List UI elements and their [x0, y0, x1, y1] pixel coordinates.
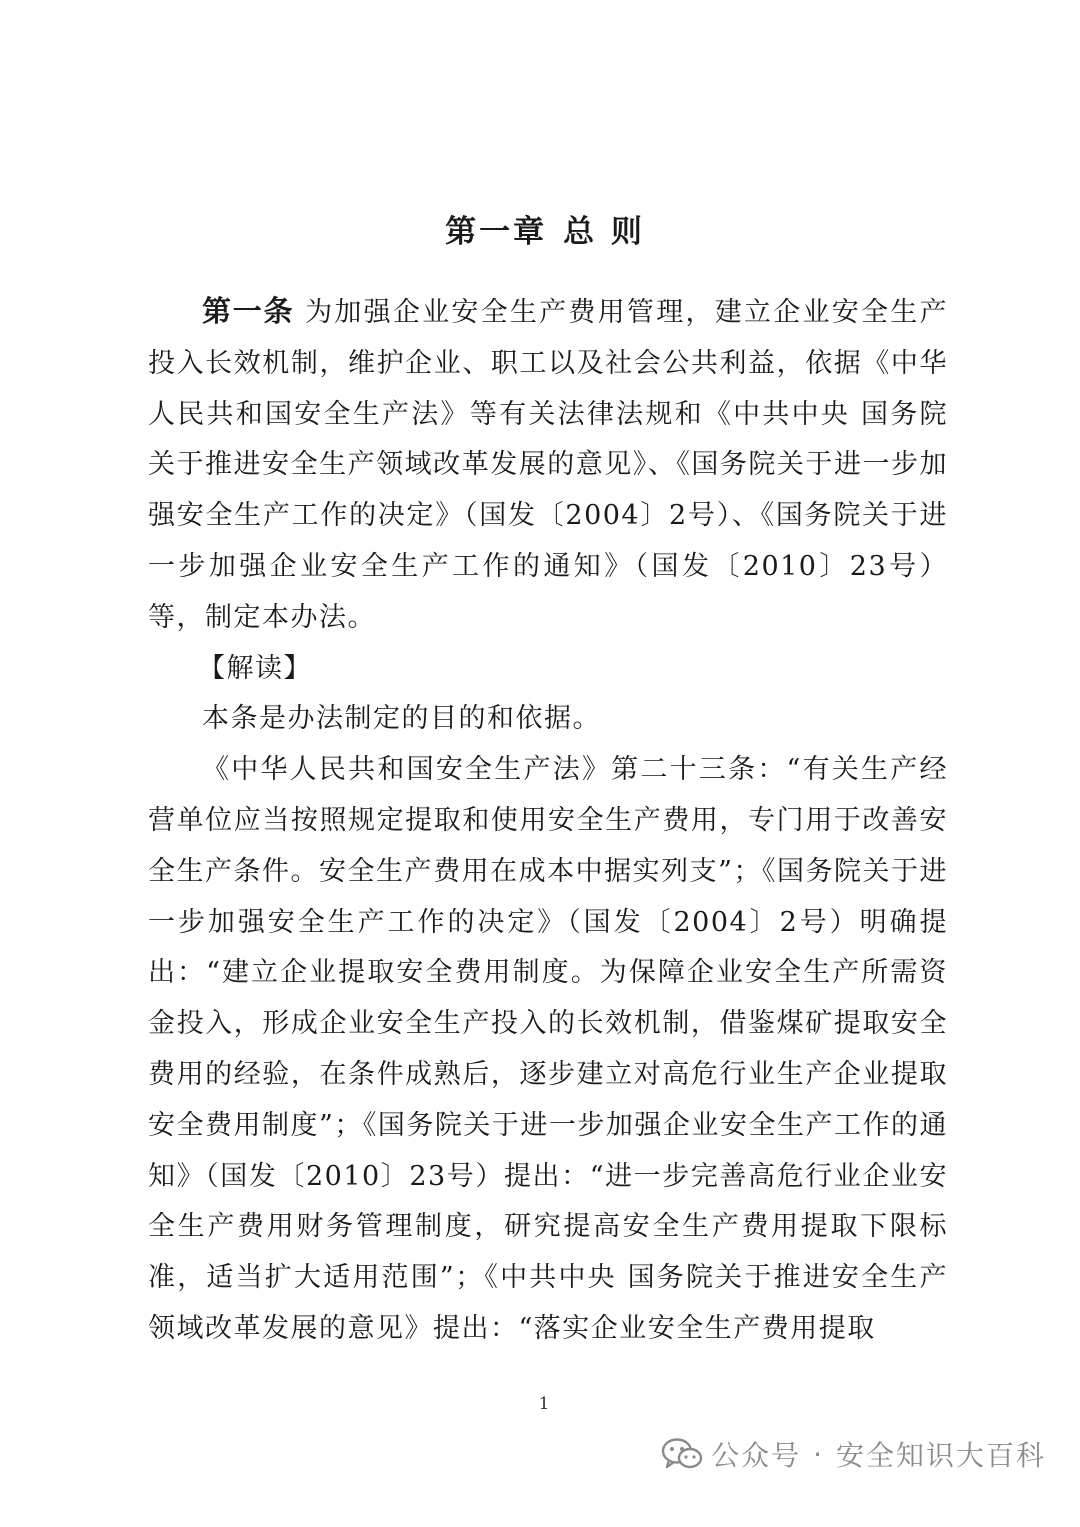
interpretation-paragraph-2: 《中华人民共和国安全生产法》第二十三条：“有关生产经营单位应当按照规定提取和使用安全生产费用，专门用于改善安全生产条件。安全生产费用在成本中据实列支”；《国务院关于进一步加强安全生产工作的决定》（国发〔2004〕2号）明确提出：“建立企业提取安全费用制度。为保障企业安全生产所需资金投入，形成企业安全生产投入的长效机制，借鉴煤矿提取安全费用的经验，在条件成熟后，逐步建立对高危行业生产企业提取安全费用制度”；《国务院关于进一步加强企业安全生产工作的通知》（国发〔2010〕23号）提出：“进一步完善高危行业企业安全生产费用财务管理制度，研究提高安全生产费用提取下限标准，适当扩大适用范围”；《中共中央 国务院关于推进安全生产领域改革发展的意见》提出：“落实企业安全生产费用提取 [148, 754, 948, 1344]
chapter-number: 第一章 [445, 214, 548, 250]
article-1-paragraph [148, 286, 948, 644]
watermark-separator: · [813, 1437, 824, 1471]
interpretation-paragraph-1: 本条是办法制定的目的和依据。 [202, 703, 601, 735]
document-body [148, 286, 948, 1355]
wechat-icon [661, 1437, 703, 1471]
article-1-lead: 第一条 [202, 294, 295, 328]
interpretation-label: 【解读】 [198, 652, 312, 684]
article-1-text: 为加强企业安全生产费用管理，建立企业安全生产投入长效机制，维护企业、职工以及社会公共利益，依据《中华人民共和国安全生产法》等有关法律法规和《中共中央 国务院关于推进安全生产领域改革发展的意见》、《国务院关于进一步加强安全生产工作的决定》（国发〔2004〕2号）、《国务院关于进一步加强企业安全生产工作的通知》（国发〔2010〕23号）等，制定本办法。 [148, 297, 948, 633]
page-number: 1 [538, 1394, 550, 1414]
watermark-label: 公众号 [711, 1439, 802, 1472]
watermark-account-name: 安全知识大百科 [835, 1439, 1046, 1472]
chapter-name: 总 则 [563, 214, 645, 250]
chapter-title [0, 206, 1080, 251]
account-watermark [661, 1430, 1046, 1478]
